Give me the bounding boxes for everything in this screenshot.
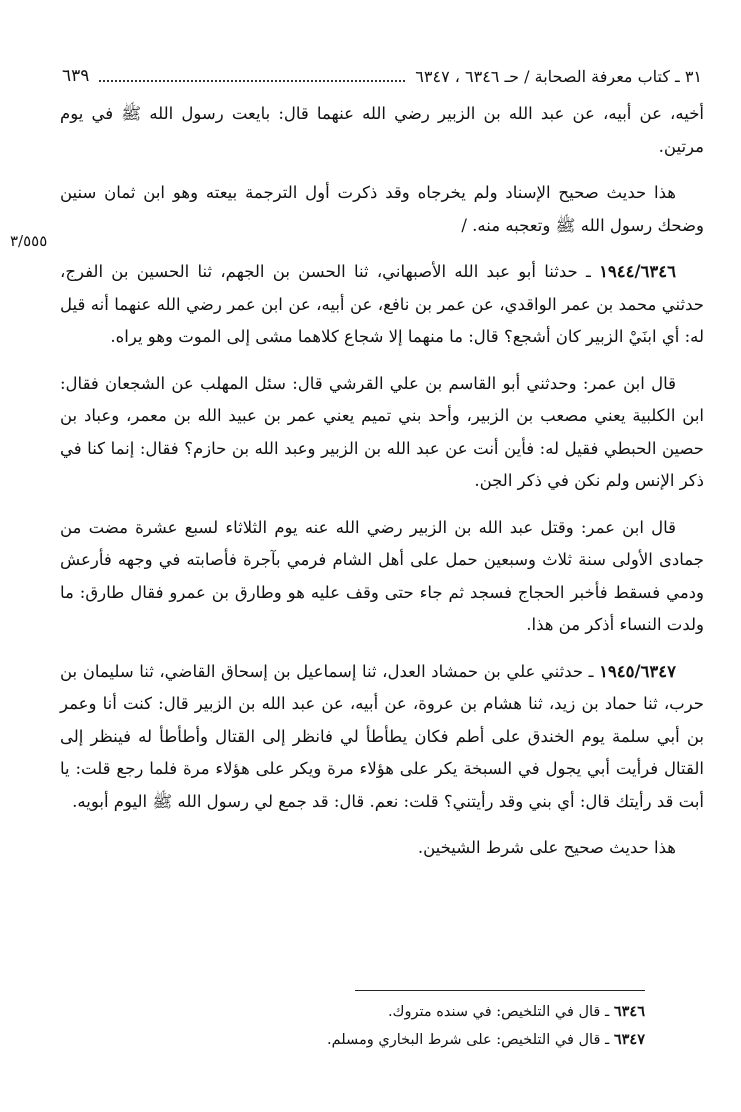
margin-volume-reference: ٣/٥٥٥: [10, 232, 48, 250]
paragraph-text: أخيه، عن أبيه، عن عبد الله بن الزبير رضي الله عنهما قال: بايعت رسول الله ﷺ في يوم مرتين.: [60, 104, 704, 156]
footnote-text: ـ قال في التلخيص: في سنده متروك.: [387, 1004, 614, 1020]
hadith-number: ١٩٤٥/٦٣٤٧: [599, 661, 676, 681]
footnotes: [85, 998, 645, 1054]
footnote: [85, 998, 645, 1026]
paragraph-text: قال ابن عمر: وقتل عبد الله بن الزبير رضي الله عنه يوم الثلاثاء لسبع عشرة مضت من جمادى الأولى سنة ثلاث وسبعين حمل على أهل الشام فرمي بآجرة فأصابته في وجهه فأرعش ودمي فسقط فأخبر الحجاج فسجد ثم جاء حتى وقف عليه هو وطارق بن عمرو فقال طارق: ما ولدت النساء أذكر من هذا.: [60, 517, 704, 634]
hadith-paragraph: [60, 256, 704, 354]
running-header: [62, 62, 702, 90]
paragraph-text: قال ابن عمر: وحدثني أبو القاسم بن علي القرشي قال: سئل المهلب عن الشجعان فقال: ابن الكلبية يعني مصعب بن الزبير، وأحد بني تميم يعني عمر بن عبيد الله بن معمر، وعباد بن حصين الحبطي فقيل له: فأين أنت عن عبد الله بن الزبير وعبد الله بن حازم؟ فقال: إنما كنا في ذكر الإنس ولم نكن في ذكر الجن.: [60, 373, 704, 490]
paragraph: [60, 368, 704, 498]
paragraph-text: ـ حدثني علي بن حمشاد العدل، ثنا إسماعيل بن إسحاق القاضي، ثنا سليمان بن حرب، ثنا حماد بن زيد، ثنا هشام بن عروة، عن أبيه، عن عبد الله بن الزبير قال: كنت أنا وعمر بن أبي سلمة يوم الخندق على أطم فكان يطأطأ لي فانظر إلى القتال وأطأطأ له فينظر إلى القتال فرأيت أبي يجول في السبخة يكر على هؤلاء مرة ويكر على هؤلاء مرة فلما رجع قلت: يا أبت قد رأيتك قال: أي بني وقد رأيتني؟ قلت: نعم. قال: قد جمع لي رسول الله ﷺ اليوم أبويه.: [60, 661, 704, 811]
paragraph: [60, 98, 704, 163]
paragraph: [60, 512, 704, 642]
footnote: [85, 1026, 645, 1054]
footnote-number: ٦٣٤٦: [613, 1003, 645, 1020]
page-number: ٦٣٩: [62, 66, 90, 86]
paragraph-text: هذا حديث صحيح على شرط الشيخين.: [417, 838, 676, 857]
paragraph: [60, 832, 704, 865]
footnote-text: ـ قال في التلخيص: على شرط البخاري ومسلم.: [327, 1032, 614, 1048]
footnote-number: ٦٣٤٧: [613, 1031, 645, 1048]
footnote-separator: [355, 990, 645, 991]
main-text: [60, 98, 704, 865]
paragraph-text: هذا حديث صحيح الإسناد ولم يخرجاه وقد ذكرت أول الترجمة بيعته وهو ابن ثمان سنين وضحك رسول الله ﷺ وتعجبه منه. /: [60, 183, 704, 235]
header-dotted-leader: [99, 80, 405, 82]
running-title: ٣١ ـ كتاب معرفة الصحابة / حـ ٦٣٤٦ ، ٦٣٤٧: [415, 66, 702, 86]
paragraph: [60, 177, 704, 242]
hadith-number: ١٩٤٤/٦٣٤٦: [599, 262, 676, 281]
hadith-paragraph: [60, 656, 704, 819]
paragraph-text: ـ حدثنا أبو عبد الله الأصبهاني، ثنا الحسن بن الجهم، ثنا الحسين بن الفرج، حدثني محمد بن عمر الواقدي، عن عمر بن نافع، عن أبيه، عن ابن عمر رضي الله عنهما أنه قيل له: أي ابنَيْ الزبير كان أشجع؟ قال: ما منهما إلا شجاع كلاهما مشى إلى الموت وهو يراه.: [60, 262, 704, 346]
